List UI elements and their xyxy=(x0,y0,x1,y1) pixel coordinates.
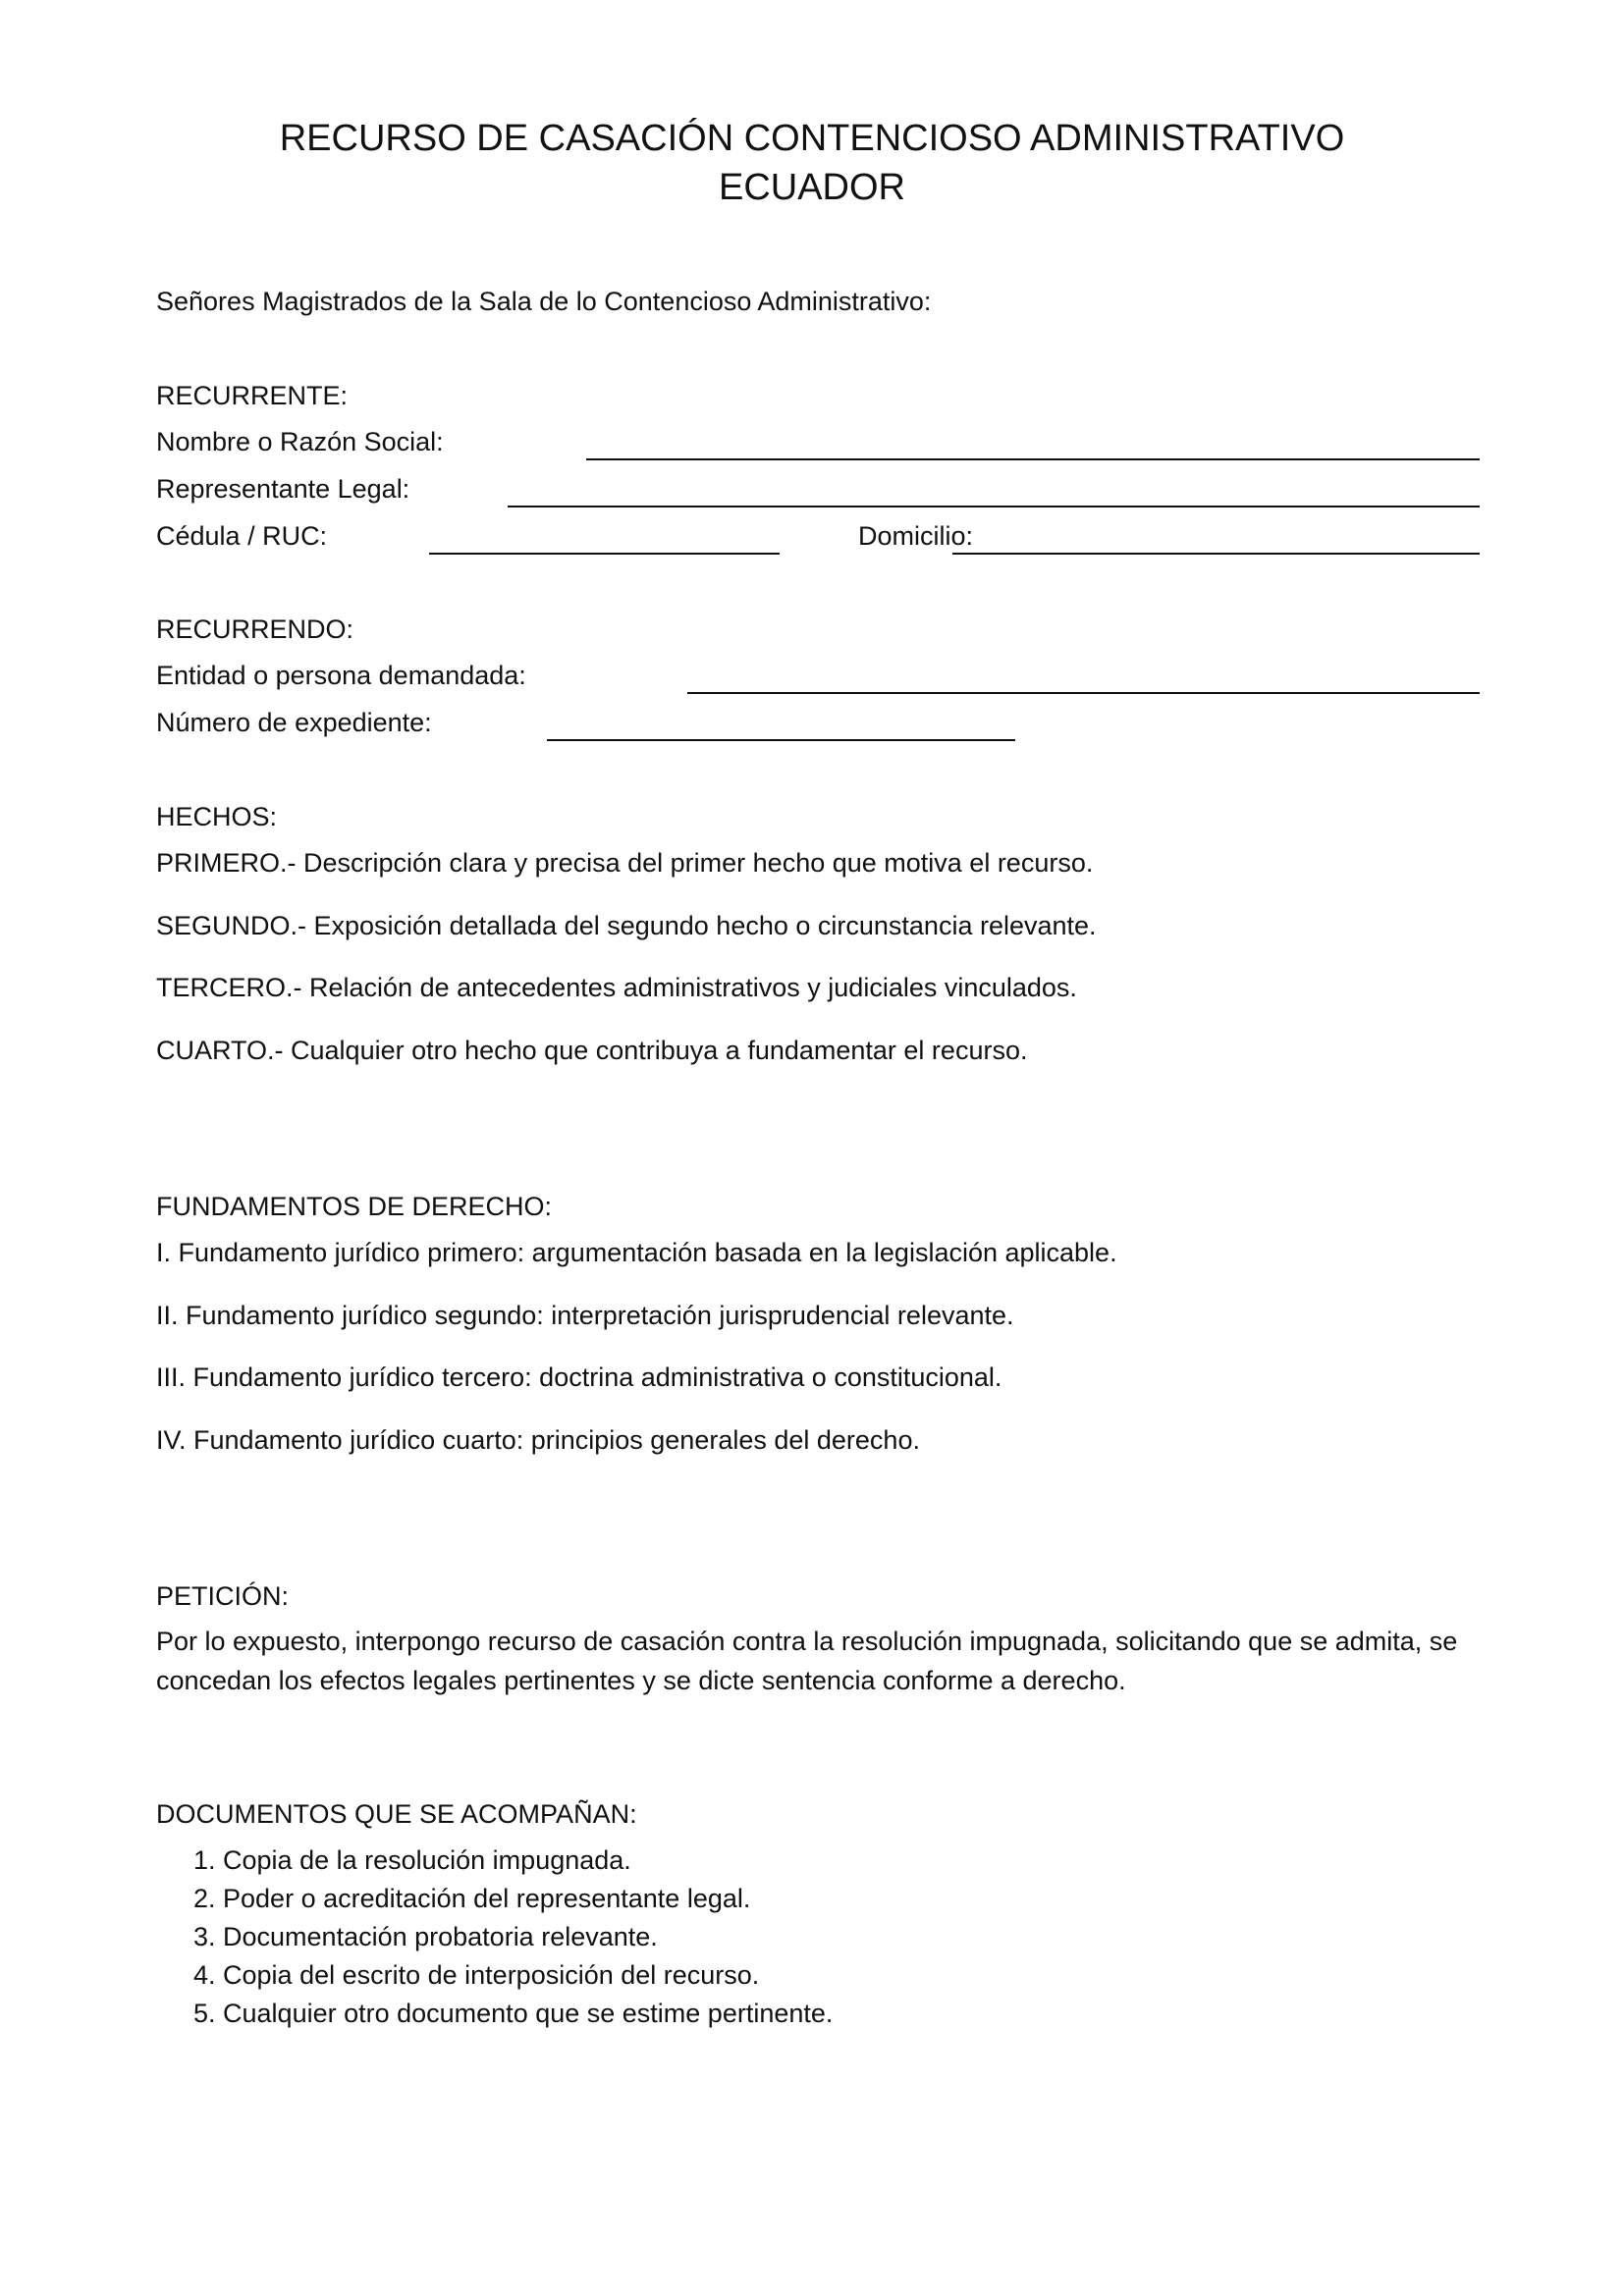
peticion-heading: PETICIÓN: xyxy=(156,1581,290,1611)
document-subtitle: ECUADOR xyxy=(718,167,906,208)
document-title: RECURSO DE CASACIÓN CONTENCIOSO ADMINISTRATIVO xyxy=(279,118,1345,159)
documentos-heading: DOCUMENTOS QUE SE ACOMPAÑAN: xyxy=(156,1799,637,1829)
peticion-text: Por lo expuesto, interpongo recurso de casación contra la resolución impugnada, solicitando que se admita, se concedan los efectos legales pertinentes y se dicte sentencia conforme a derecho. xyxy=(156,1627,1458,1695)
documento-item: 4. Copia del escrito de interposición del recurso. xyxy=(193,1960,760,1990)
name-label: Nombre o Razón Social: xyxy=(156,427,444,456)
name-field-line[interactable] xyxy=(586,458,1480,460)
hechos-heading: HECHOS: xyxy=(156,802,278,831)
fundamento-item: IV. Fundamento jurídico cuarto: principios generales del derecho. xyxy=(156,1425,920,1455)
address-field-line[interactable] xyxy=(952,553,1480,555)
case-number-label: Número de expediente: xyxy=(156,708,432,737)
recurrendo-heading: RECURRENDO: xyxy=(156,614,354,644)
fundamento-item: III. Fundamento jurídico tercero: doctrina administrativa o constitucional. xyxy=(156,1362,1002,1392)
id-label: Cédula / RUC: xyxy=(156,521,328,551)
case-number-field-line[interactable] xyxy=(547,739,1015,741)
fundamentos-heading: FUNDAMENTOS DE DERECHO: xyxy=(156,1192,553,1221)
documento-item: 3. Documentación probatoria relevante. xyxy=(193,1922,658,1951)
documento-item: 1. Copia de la resolución impugnada. xyxy=(193,1845,631,1875)
fundamento-item: I. Fundamento jurídico primero: argumentación basada en la legislación aplicable. xyxy=(156,1238,1117,1267)
documento-item: 2. Poder o acreditación del representante legal. xyxy=(193,1884,751,1913)
address-label: Domicilio: xyxy=(858,521,974,551)
hecho-item: SEGUNDO.- Exposición detallada del segundo hecho o circunstancia relevante. xyxy=(156,911,1097,940)
fundamento-item: II. Fundamento jurídico segundo: interpretación jurisprudencial relevante. xyxy=(156,1301,1014,1330)
documento-item: 5. Cualquier otro documento que se estime pertinente. xyxy=(193,1999,834,2028)
hecho-item: CUARTO.- Cualquier otro hecho que contribuya a fundamentar el recurso. xyxy=(156,1036,1028,1065)
recurrente-heading: RECURRENTE: xyxy=(156,381,349,410)
hecho-item: TERCERO.- Relación de antecedentes administrativos y judiciales vinculados. xyxy=(156,973,1077,1002)
hecho-item: PRIMERO.- Descripción clara y precisa del primer hecho que motiva el recurso. xyxy=(156,848,1094,878)
representative-label: Representante Legal: xyxy=(156,474,410,504)
entity-label: Entidad o persona demandada: xyxy=(156,661,526,690)
entity-field-line[interactable] xyxy=(687,692,1480,694)
id-field-line[interactable] xyxy=(429,553,780,555)
salutation: Señores Magistrados de la Sala de lo Contencioso Administrativo: xyxy=(156,287,932,316)
representative-field-line[interactable] xyxy=(508,506,1480,507)
